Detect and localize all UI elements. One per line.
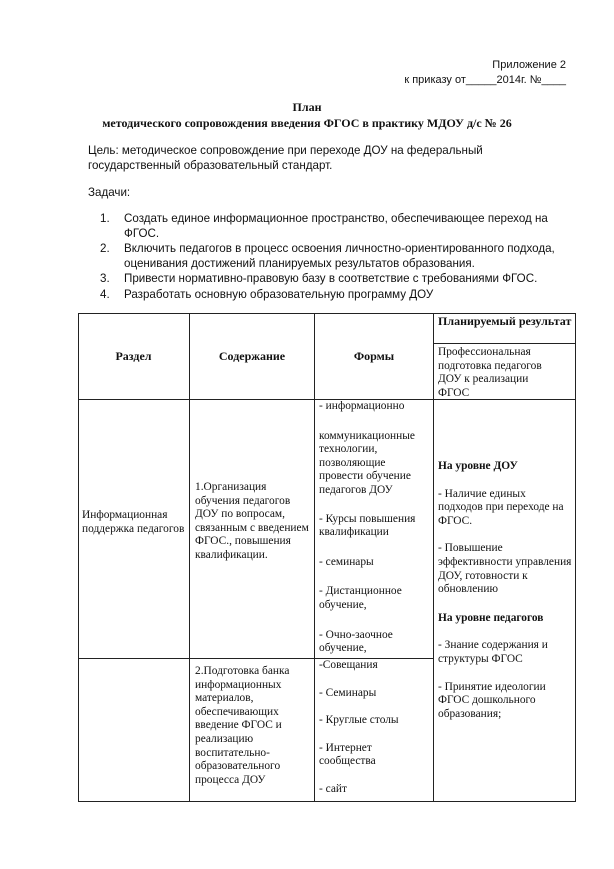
result-header-divider xyxy=(433,343,576,344)
form-item: - Семинары xyxy=(319,686,377,699)
table-border-right xyxy=(575,313,576,802)
row2-forms xyxy=(319,659,431,797)
row1-section: Информационная поддержка педагогов xyxy=(82,509,185,535)
form-item: - Очно-заочное обучение, xyxy=(319,628,393,655)
task-text: Создать единое информационное пространство, обеспечивающее переход на ФГОС. xyxy=(124,212,548,240)
task-item xyxy=(100,212,570,241)
task-item xyxy=(100,272,570,287)
task-item xyxy=(100,288,570,303)
appendix-reference xyxy=(404,58,566,88)
form-item: - информационно xyxy=(319,400,405,412)
form-item: -Совещания xyxy=(319,659,378,671)
task-number: 4. xyxy=(100,287,110,301)
row1-content: 1.Организация обучения педагогов ДОУ по вопросам, связанным с введением ФГОС., повышения квалификации. xyxy=(195,481,309,561)
column-divider xyxy=(189,313,190,802)
header-content: Содержание xyxy=(218,349,286,363)
appendix-number: Приложение 2 xyxy=(492,59,566,71)
column-divider xyxy=(433,313,434,802)
row2-content: 2.Подготовка банка информационных материалов, обеспечивающих введение ФГОС и реализацию воспитательно-образовательного процесса ДОУ xyxy=(195,665,290,786)
form-item: коммуникационные технологии, позволяющие провести обучение педагогов ДОУ xyxy=(319,429,415,496)
row1-forms xyxy=(319,400,431,656)
task-item xyxy=(100,242,570,271)
results-dou-heading: На уровне ДОУ xyxy=(438,460,518,472)
task-number: 2. xyxy=(100,242,110,255)
document-title xyxy=(0,99,614,131)
header-section: Раздел xyxy=(115,349,152,363)
table-border-bottom xyxy=(78,801,576,802)
tasks-label: Задачи: xyxy=(88,186,131,199)
title-line-2: методического сопровождения введения ФГОС в практику МДОУ д/с № 26 xyxy=(102,116,512,130)
title-line-1: План xyxy=(292,100,322,114)
form-item: - семинары xyxy=(319,555,374,568)
form-item: - Интернет сообщества xyxy=(319,741,376,768)
column-divider xyxy=(314,313,315,802)
task-number: 1. xyxy=(100,212,110,225)
result-item: - Знание содержания и структуры ФГОС xyxy=(438,639,548,665)
task-number: 3. xyxy=(100,272,110,285)
order-reference: к приказу от_____2014г. №____ xyxy=(404,74,566,86)
form-item: - сайт xyxy=(319,782,347,795)
goal-text: Цель: методическое сопровождение при переходе ДОУ на федеральный государственный образовательный стандарт. xyxy=(88,144,483,172)
planned-results xyxy=(438,460,572,721)
result-item: - Принятие идеологии ФГОС дошкольного образования; xyxy=(438,680,546,720)
form-item: - Круглые столы xyxy=(319,714,399,727)
results-teachers-heading: На уровне педагогов xyxy=(438,611,544,624)
header-result-subtitle: Профессиональная подготовка педагогов ДОУ к реализации ФГОС xyxy=(438,346,542,399)
task-text: Включить педагогов в процесс освоения личностно-ориентированного подхода, оценивания достижений планируемых результатов образования. xyxy=(124,242,555,270)
result-item: - Наличие единых подходов при переходе на ФГОС. xyxy=(438,487,564,527)
task-text: Привести нормативно-правовую базу в соответствие с требованиями ФГОС. xyxy=(124,272,538,285)
tasks-list xyxy=(100,212,570,303)
form-item: - Курсы повышения квалификации xyxy=(319,512,416,539)
result-item: - Повышение эффективности управления ДОУ, готовности к обновлению xyxy=(438,542,572,596)
plan-table xyxy=(78,313,576,802)
table-border-left xyxy=(78,313,79,802)
header-forms: Формы xyxy=(353,349,395,363)
form-item: - Дистанционное обучение, xyxy=(319,585,402,611)
task-text: Разработать основную образовательную программу ДОУ xyxy=(124,287,434,301)
header-result: Планируемый результат xyxy=(438,314,572,328)
